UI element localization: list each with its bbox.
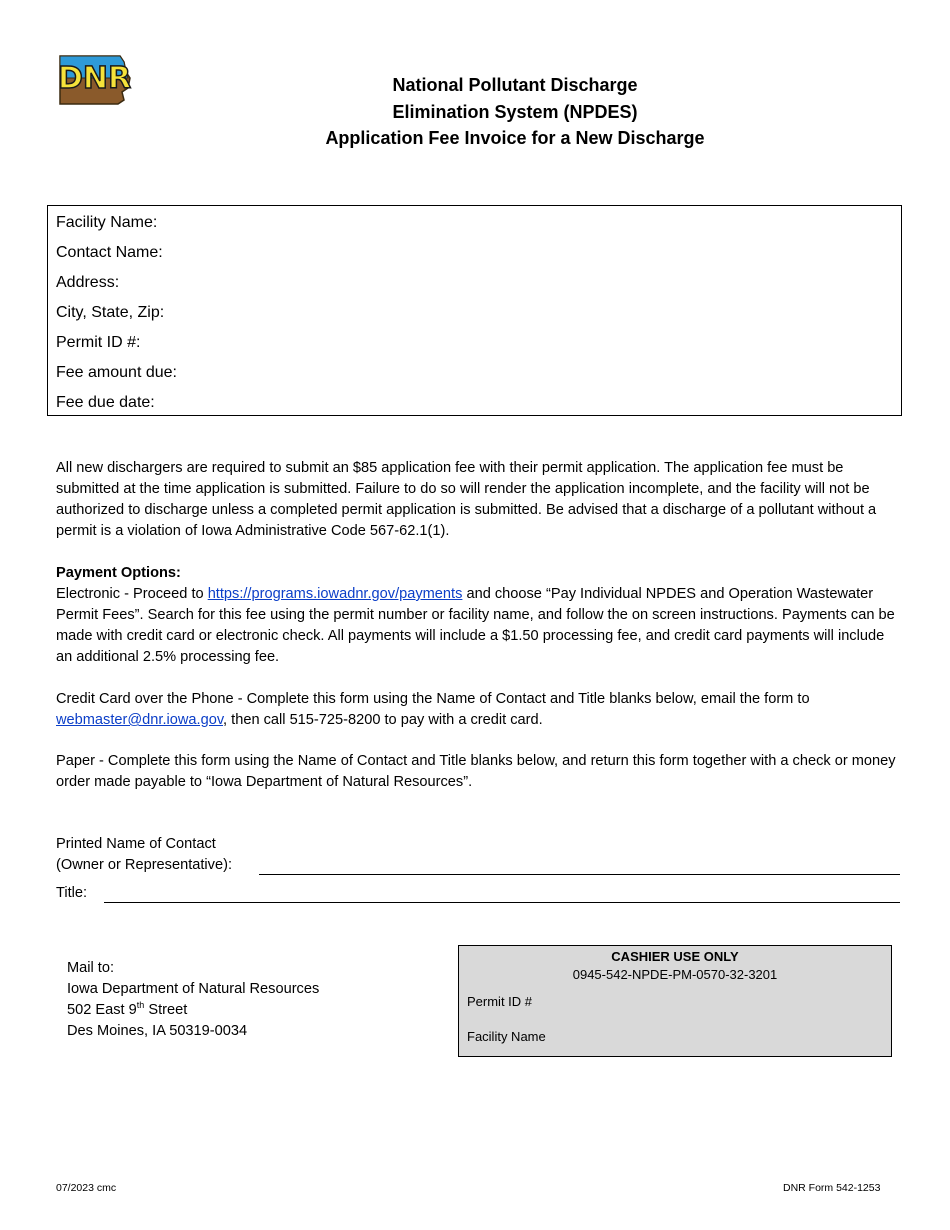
mail-label: Mail to: (67, 960, 115, 976)
intro-paragraph: All new dischargers are required to submit an $85 application fee with their permit application. The application fee must be submitted at the time application is submitted. Failure to do so will render the application incomplete, and the facility will not be authorized to discharge unless a completed permit application is submitted. Be advised that a discharge of a pollutant without a permit is a violation of Iowa Administrative Code 567-62.1(1). (56, 460, 877, 539)
printed-name-label (56, 834, 232, 876)
payment-electronic-paragraph (56, 584, 901, 668)
address-field[interactable]: Address: (56, 274, 120, 291)
title-line-3: Application Fee Invoice for a New Discharge (325, 128, 705, 148)
title-line-2: Elimination System (NPDES) (392, 101, 638, 122)
page-title (250, 72, 780, 152)
payment-paper-paragraph: Paper - Complete this form using the Name of Contact and Title blanks below, and return this form together with a check or money order made payable to “Iowa Department of Natural Resources”. (56, 753, 896, 790)
electronic-text-after: and choose “Pay Individual NPDES and Operation Wastewater Permit Fees”. Search for this fee using the permit number or facility name, and follow the on screen instructions. Payments can be made with credit card or electronic check. All payments will include a $1.50 processing fee, and credit card payments will include an additional 2.5% processing fee. (56, 586, 895, 665)
facility-info-box (47, 205, 902, 416)
cashier-code: 0945-542-NPDE-PM-0570-32-3201 (572, 967, 778, 982)
payment-options-heading: Payment Options: (56, 565, 181, 581)
city-state-zip-field[interactable]: City, State, Zip: (56, 304, 165, 321)
cashier-title: CASHIER USE ONLY (611, 949, 739, 964)
title-input-line[interactable] (104, 902, 900, 903)
mail-street-number: 502 East 9 (67, 1002, 137, 1018)
mail-org: Iowa Department of Natural Resources (67, 981, 320, 997)
permit-id-field[interactable]: Permit ID #: (56, 334, 141, 351)
dnr-logo (54, 54, 134, 108)
mail-to-address (67, 958, 319, 1042)
phone-text-before: Credit Card over the Phone - Complete this form using the Name of Contact and Title blanks below, email the form to (56, 691, 810, 707)
cashier-facility-label: Facility Name (467, 1029, 546, 1044)
payments-link[interactable]: https://programs.iowadnr.gov/payments (207, 586, 463, 602)
fee-amount-due-field[interactable]: Fee amount due: (56, 364, 177, 381)
contact-name-field[interactable]: Contact Name: (56, 244, 163, 261)
title-label: Title: (56, 885, 88, 901)
cashier-use-box (458, 945, 892, 1057)
cashier-permit-label: Permit ID # (467, 994, 533, 1009)
printed-name-input-line[interactable] (259, 874, 900, 875)
payment-phone-paragraph (56, 689, 901, 731)
logo-text: DNR (58, 61, 132, 96)
title-line-1: National Pollutant Discharge (392, 75, 638, 95)
facility-name-field[interactable]: Facility Name: (56, 214, 158, 231)
phone-text-after: , then call 515-725-8200 to pay with a credit card. (223, 712, 543, 728)
footer-date: 07/2023 cmc (56, 1182, 117, 1194)
mail-city: Des Moines, IA 50319-0034 (67, 1023, 248, 1039)
printed-name-label-line2: (Owner or Representative): (56, 857, 233, 873)
footer-form-number: DNR Form 542-1253 (783, 1182, 881, 1194)
electronic-text-before: Electronic - Proceed to (56, 586, 208, 602)
dnr-logo-graphic (54, 54, 134, 108)
mail-street-name: Street (144, 1002, 188, 1018)
printed-name-label-line1: Printed Name of Contact (56, 836, 216, 852)
mail-street (67, 1000, 319, 1021)
fee-due-date-field[interactable]: Fee due date: (56, 394, 155, 411)
mail-street-suffix: th (136, 1000, 145, 1011)
webmaster-email-link[interactable]: webmaster@dnr.iowa.gov (56, 712, 224, 728)
